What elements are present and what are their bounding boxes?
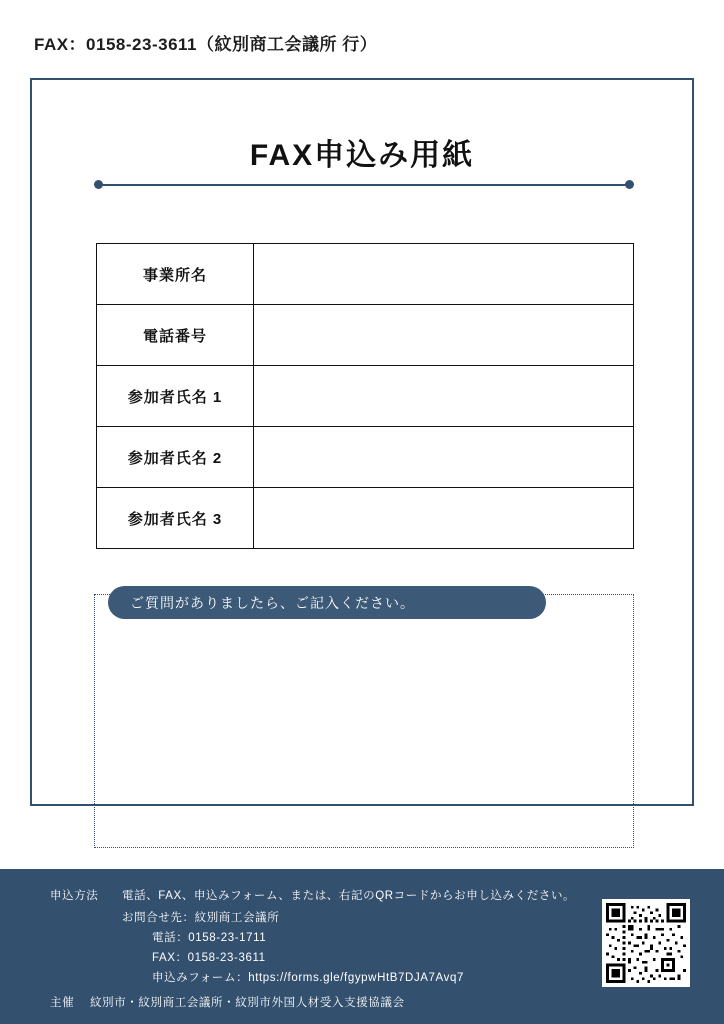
footer-host-label: 主催 [50, 997, 75, 1009]
applicant-info-table [96, 243, 634, 549]
row-label-participant-1: 参加者氏名 1 [97, 366, 254, 427]
row-input-participant-2[interactable] [254, 427, 634, 488]
question-input-area[interactable] [94, 594, 634, 848]
page-title: FAX申込み用紙 [249, 139, 475, 172]
qr-code-icon[interactable] [602, 899, 690, 987]
row-label-participant-2: 参加者氏名 2 [97, 427, 254, 488]
divider-dot-right [625, 180, 634, 189]
footer-form-url[interactable]: 申込みフォーム：https://forms.gle/fgypwHtB7DJA7Avq7 [152, 972, 464, 984]
row-input-participant-3[interactable] [254, 488, 634, 549]
footer-apply-text: 電話、FAX、申込みフォーム、または、右記のQRコードからお申し込みください。 [122, 890, 576, 902]
footer-host-text: 紋別市・紋別商工会議所・紋別市外国人材受入支援協議会 [90, 997, 405, 1009]
table-row [97, 488, 634, 549]
title-divider [94, 180, 634, 190]
footer-bar [0, 869, 724, 1024]
row-input-phone-number[interactable] [254, 305, 634, 366]
question-label: ご質問がありましたら、ご記入ください。 [108, 586, 546, 619]
footer-telephone: 電話：0158-23-1711 [152, 932, 267, 944]
row-label-business-name: 事業所名 [97, 244, 254, 305]
form-container [30, 78, 694, 806]
footer-contact: お問合せ先：紋別商工会議所 [122, 912, 280, 924]
table-row [97, 244, 634, 305]
table-row [97, 305, 634, 366]
row-label-participant-3: 参加者氏名 3 [97, 488, 254, 549]
row-input-business-name[interactable] [254, 244, 634, 305]
divider-line [99, 184, 629, 186]
table-row [97, 427, 634, 488]
fax-number-heading: FAX：0158-23-3611（紋別商工会議所 行） [34, 35, 378, 54]
footer-fax: FAX：0158-23-3611 [152, 952, 266, 964]
row-input-participant-1[interactable] [254, 366, 634, 427]
table-row [97, 366, 634, 427]
footer-apply-label: 申込方法 [50, 890, 99, 902]
row-label-phone-number: 電話番号 [97, 305, 254, 366]
